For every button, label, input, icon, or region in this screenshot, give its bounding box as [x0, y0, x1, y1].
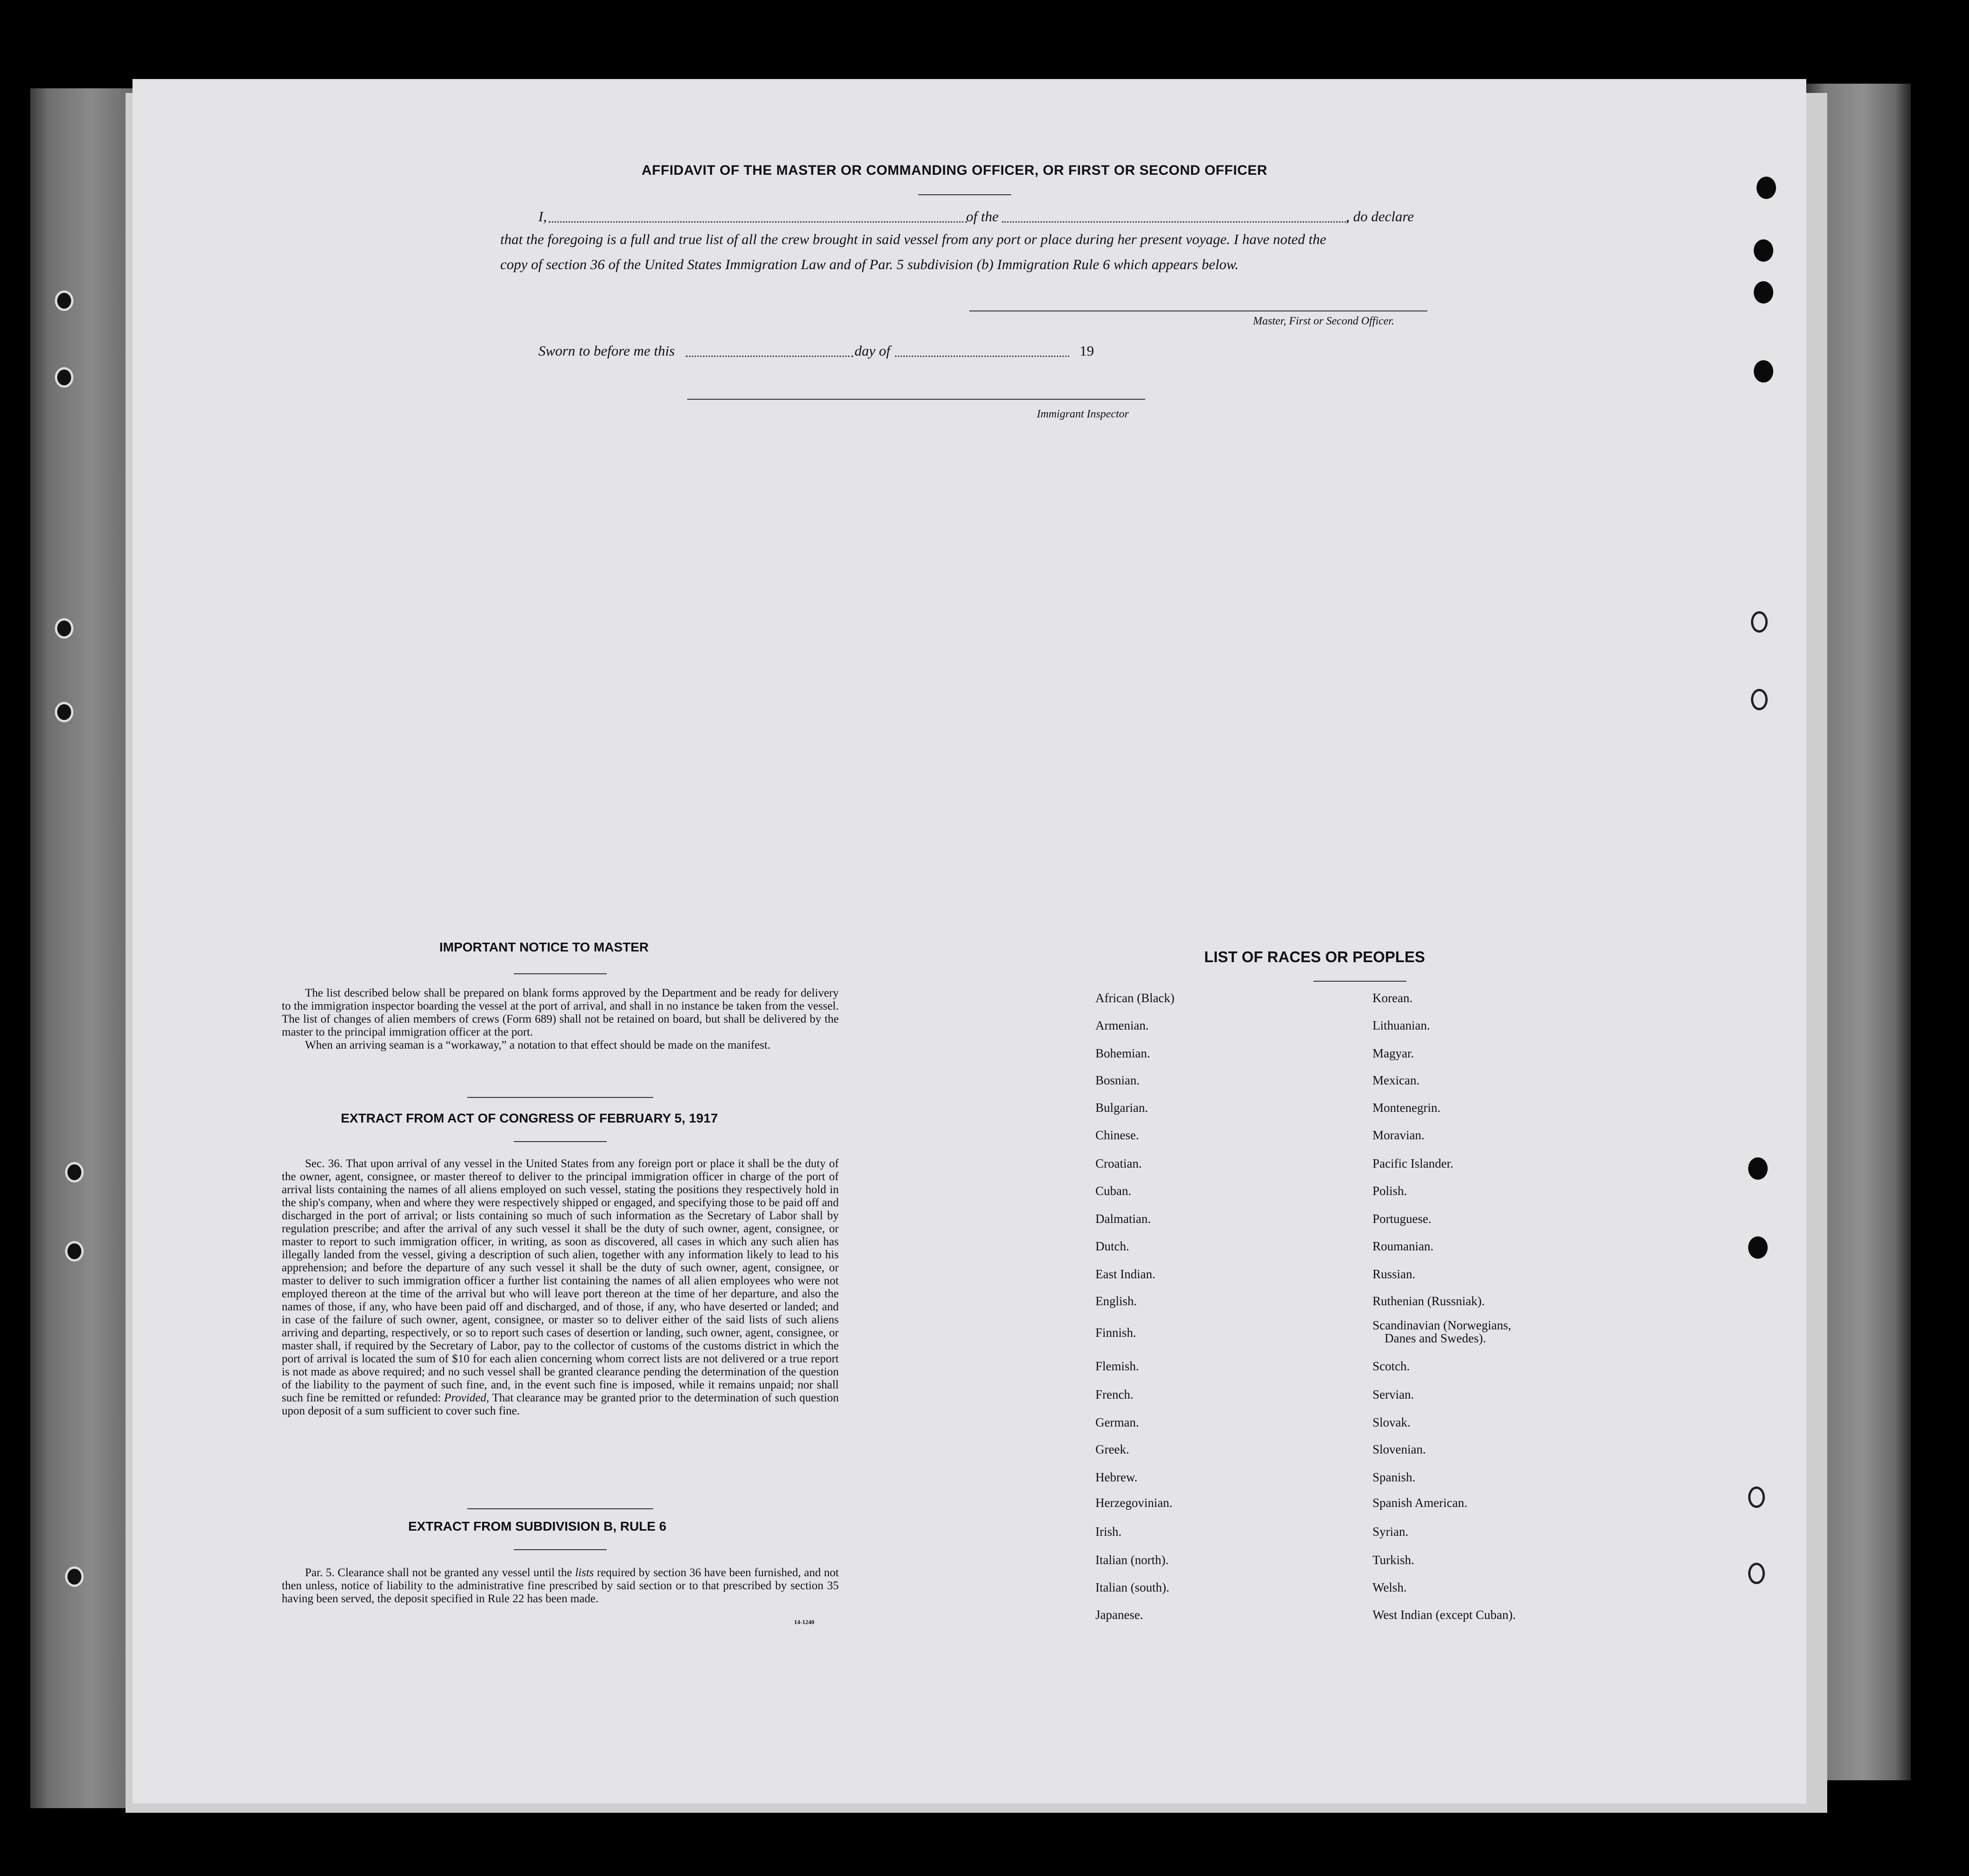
binder-hole	[55, 291, 73, 311]
act-provided: Provided,	[444, 1392, 490, 1404]
race-item: Syrian.	[1372, 1525, 1409, 1539]
punch-hole	[1754, 360, 1773, 383]
binder-hole	[65, 1241, 84, 1262]
sworn-day-blank[interactable]	[686, 356, 853, 357]
affidavit-i-label: I,	[538, 208, 547, 225]
race-item: East Indian.	[1095, 1267, 1155, 1281]
race-item: Scandinavian (Norwegians,	[1372, 1318, 1512, 1332]
race-item: Lithuanian.	[1372, 1018, 1430, 1032]
race-item: Korean.	[1372, 991, 1413, 1005]
rule-divider	[514, 1549, 607, 1550]
race-item: Dutch.	[1095, 1239, 1129, 1253]
punch-hole	[1757, 177, 1776, 199]
punch-hole	[1751, 689, 1768, 710]
race-item: Turkish.	[1372, 1553, 1414, 1567]
punch-hole	[1751, 611, 1768, 633]
master-signature-label: Master, First or Second Officer.	[1253, 315, 1394, 327]
race-item: Russian.	[1372, 1267, 1416, 1281]
race-item: Armenian.	[1095, 1018, 1149, 1032]
race-item: Bulgarian.	[1095, 1101, 1148, 1115]
race-item: Servian.	[1372, 1387, 1414, 1401]
binder-hole	[55, 367, 73, 388]
race-item: English.	[1095, 1294, 1137, 1308]
notice-paragraph-1: The list described below shall be prepared on blank forms approved by the Department and be ready for delivery to the immigration inspector boarding the vessel at the port of arrival, and shall in no instance be taken from the vessel. The list of changes of alien members of crews (Form 689) shall not be retained on board, but shall be delivered by the master to the principal immigration officer at the port.	[282, 987, 839, 1038]
rule-text-a: Par. 5. Clearance shall not be granted any vessel until the	[305, 1566, 572, 1579]
form-number: 14-1240	[794, 1618, 815, 1625]
race-item: Cuban.	[1095, 1184, 1132, 1198]
binder-hole	[55, 702, 73, 722]
race-item: Ruthenian (Russniak).	[1372, 1294, 1485, 1308]
race-item: Irish.	[1095, 1525, 1122, 1539]
vessel-blank[interactable]	[1002, 221, 1348, 223]
race-item: Spanish.	[1372, 1470, 1416, 1484]
notice-title: IMPORTANT NOTICE TO MASTER	[439, 940, 649, 954]
race-item: Slovak.	[1372, 1415, 1411, 1429]
race-item: Chinese.	[1095, 1128, 1139, 1142]
punch-hole	[1748, 1486, 1765, 1508]
race-item: Italian (north).	[1095, 1553, 1169, 1567]
year-label: 19	[1080, 343, 1094, 359]
affidavit-line-2: that the foregoing is a full and true list of all the crew brought in said vessel from any port or place during her present voyage. I have noted the	[500, 231, 1326, 247]
rule-text-b: required by section 36 have been furnished, and not then unless, notice of liability to the administrative fine prescribed by said section or to that prescribed by section 35 having been served, the deposit specified in Rule 22 has been made.	[282, 1566, 839, 1605]
sworn-month-blank[interactable]	[895, 356, 1069, 357]
race-item-continued: Danes and Swedes).	[1385, 1331, 1486, 1345]
race-item: Finnish.	[1095, 1326, 1136, 1340]
binder-hole	[65, 1566, 84, 1587]
race-item: Bohemian.	[1095, 1046, 1150, 1060]
race-item: Pacific Islander.	[1372, 1156, 1453, 1170]
races-divider	[1313, 981, 1406, 982]
act-section-36-text: Sec. 36. That upon arrival of any vessel in the United States from any foreign port or place it shall be the duty of the owner, agent, consignee, or master thereof to deliver to the principal immigration officer in charge of the port of arrival lists containing the names of all aliens employed on such vessel, stating the positions they respectively hold in the ship's company, when and where they were respectively shipped or engaged, and specifying those to be paid off and discharged in the port of arrival; or lists containing so much of such information as the Secretary of Labor shall by regulation prescribe; and after the arrival of any such vessel it shall be the duty of such owner, agent, consignee, or master to report to such immigration officer, in writing, as soon as discovered, all cases in which any such alien has illegally landed from the vessel, giving a description of such alien, together with any information likely to lead to his apprehension; and before the departure of any such vessel it shall be the duty of such owner, agent, consignee, or master to deliver to such immigration officer a further list containing the names of all alien employees who were not employed thereon at the time of the arrival but who will leave port thereon at the time of her departure, and also the names of those, if any, who have been paid off and discharged, and of those, if any, who have deserted or landed; and in case of the failure of such owner, agent, consignee, or master so to deliver either of the said lists of such aliens arriving and departing, respectively, or so to report such cases of desertion or landing, such owner, agent, consignee, or master shall, if required by the Secretary of Labor, pay to the collector of customs of the customs district in which the port of arrival is located the sum of $10 for each alien concerning whom correct lists are not delivered or a true report is not made as above required; and no such vessel shall be granted clearance pending the determination of the question of the liability to the payment of such fine, and, in the event such fine is imposed, while it remains unpaid; nor shall such fine be remitted or refunded:	[282, 1157, 839, 1404]
race-item: Magyar.	[1372, 1046, 1414, 1060]
races-title: LIST OF RACES OR PEOPLES	[1204, 948, 1425, 965]
race-item: Japanese.	[1095, 1608, 1143, 1622]
race-item: Italian (south).	[1095, 1580, 1169, 1594]
rule-lists: lists	[575, 1566, 594, 1579]
act-section-36-end: That clearance may be granted prior to the determination of such question upon deposit of a sum sufficient to cover such fine.	[282, 1392, 839, 1417]
race-item: Scotch.	[1372, 1359, 1410, 1373]
punch-hole	[1754, 281, 1773, 304]
race-item: Greek.	[1095, 1442, 1129, 1456]
race-item: West Indian (except Cuban).	[1372, 1608, 1516, 1622]
punch-hole	[1748, 1157, 1768, 1180]
race-item: Montenegrin.	[1372, 1101, 1441, 1115]
act-title: EXTRACT FROM ACT OF CONGRESS OF FEBRUARY 5, 1917	[341, 1111, 718, 1125]
race-item: Flemish.	[1095, 1359, 1139, 1373]
race-item: Hebrew.	[1095, 1470, 1138, 1484]
notice-divider	[514, 973, 607, 974]
affidavit-title: AFFIDAVIT OF THE MASTER OR COMMANDING OFFICER, OR FIRST OR SECOND OFFICER	[642, 163, 1267, 178]
affidavit-do-declare: , do declare	[1346, 208, 1414, 225]
race-item: Roumanian.	[1372, 1239, 1434, 1253]
master-signature-line[interactable]	[969, 310, 1427, 311]
notice-end-divider	[467, 1097, 653, 1098]
punch-hole	[1748, 1236, 1768, 1259]
notice-text	[282, 987, 839, 1052]
race-item: Slovenian.	[1372, 1442, 1426, 1456]
race-item: Moravian.	[1372, 1128, 1425, 1142]
title-divider	[918, 194, 1011, 195]
notice-paragraph-2: When an arriving seaman is a “workaway,” a notation to that effect should be made on the manifest.	[305, 1039, 771, 1051]
sworn-label: Sworn to before me this	[538, 343, 675, 359]
race-item: Croatian.	[1095, 1156, 1142, 1170]
race-item: Welsh.	[1372, 1580, 1407, 1594]
race-item: Portuguese.	[1372, 1212, 1432, 1226]
inspector-label: Immigrant Inspector	[1037, 408, 1129, 420]
act-end-divider	[467, 1508, 653, 1509]
punch-hole	[1754, 239, 1773, 262]
inspector-signature-line[interactable]	[687, 399, 1145, 400]
race-item: German.	[1095, 1415, 1139, 1429]
race-item: Spanish American.	[1372, 1496, 1467, 1510]
punch-hole	[1748, 1563, 1765, 1584]
act-text	[282, 1157, 839, 1418]
day-of-label: day of	[855, 343, 890, 359]
race-item: Herzegovinian.	[1095, 1496, 1173, 1510]
rule-title: EXTRACT FROM SUBDIVISION B, RULE 6	[408, 1519, 667, 1533]
race-item: Bosnian.	[1095, 1073, 1140, 1087]
affidavit-line-3: copy of section 36 of the United States Immigration Law and of Par. 5 subdivision (b) Immigration Rule 6 which appears below.	[500, 256, 1239, 272]
race-item: Mexican.	[1372, 1073, 1420, 1087]
binder-hole	[65, 1162, 84, 1182]
act-divider	[514, 1141, 607, 1142]
document-page	[133, 79, 1806, 1803]
rule-text	[282, 1566, 839, 1605]
race-item: African (Black)	[1095, 991, 1175, 1005]
race-item: French.	[1095, 1387, 1134, 1401]
race-item: Dalmatian.	[1095, 1212, 1151, 1226]
binder-hole	[55, 618, 73, 639]
race-item: Polish.	[1372, 1184, 1407, 1198]
name-blank[interactable]	[549, 221, 967, 223]
affidavit-of-the: of the	[966, 208, 999, 225]
